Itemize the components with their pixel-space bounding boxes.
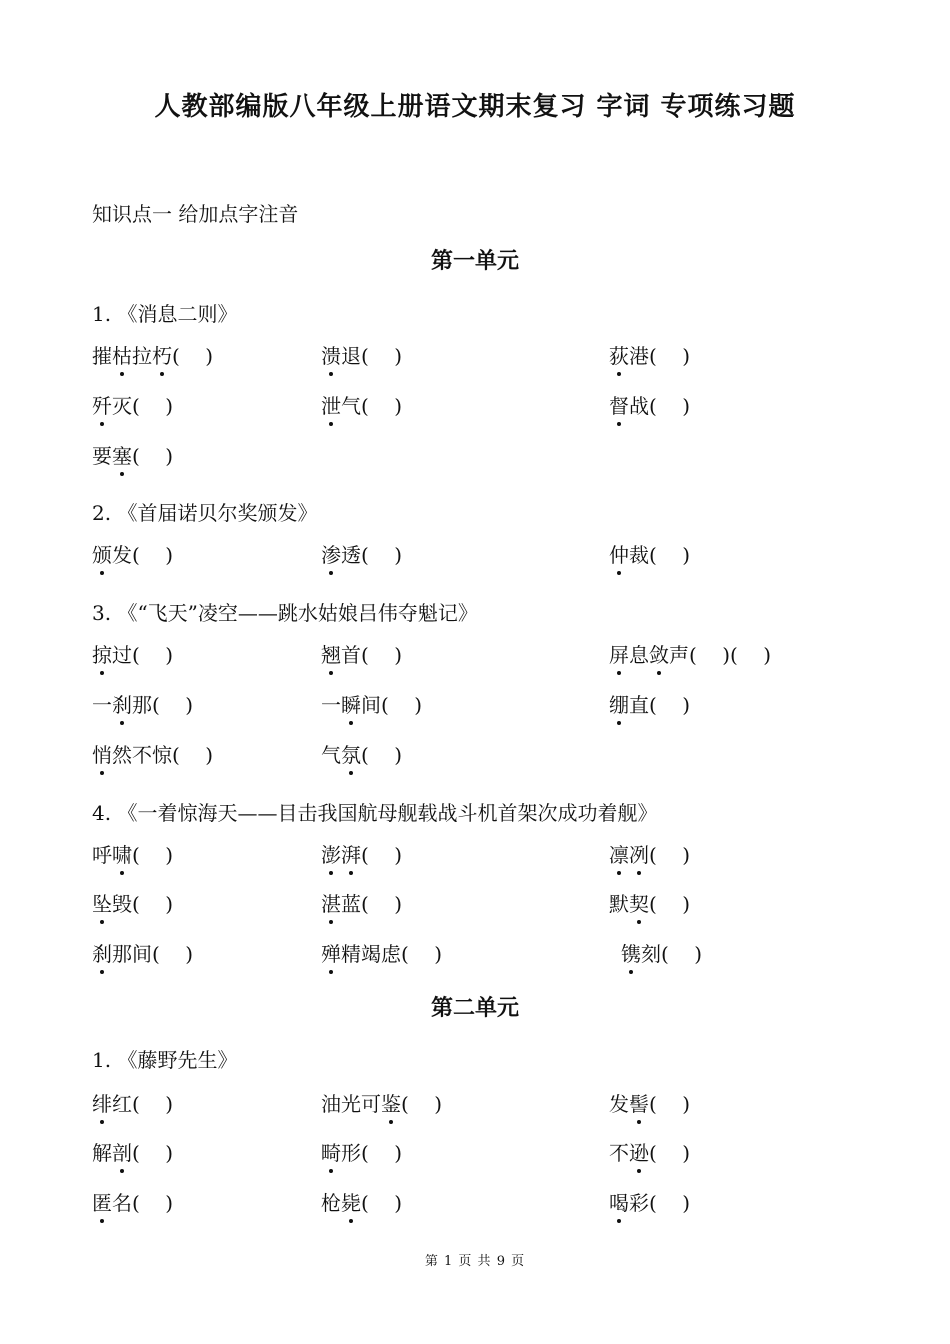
dotted-character: 屏 (609, 639, 629, 668)
pinyin-blank[interactable]: ( ) (361, 344, 403, 368)
lesson-title: 3. 《“飞天”凌空——跳水姑娘吕伟夺魁记》 (92, 601, 478, 625)
unit-heading: 第二单元 (430, 996, 519, 1021)
exercise-row (0, 639, 950, 673)
word-item (321, 1137, 402, 1166)
exercise-row (0, 689, 950, 723)
word-item (321, 839, 402, 868)
word-item (92, 1088, 173, 1117)
word-text: 拉 (132, 344, 152, 368)
word-item (321, 689, 422, 718)
lesson-title: 1. 《消息二则》 (92, 302, 238, 326)
pinyin-blank[interactable]: ( ) (132, 543, 174, 567)
lesson-title: 1. 《藤野先生》 (92, 1048, 238, 1072)
dotted-character: 啸 (112, 839, 132, 868)
word-text: 蓝 (341, 892, 361, 916)
unit-heading: 第一单元 (430, 249, 519, 274)
dotted-character: 刹 (112, 689, 132, 718)
word-text: 毁 (112, 892, 132, 916)
dotted-character: 冽 (629, 839, 649, 868)
dotted-character: 绯 (92, 1088, 112, 1117)
dotted-character: 刹 (92, 938, 112, 967)
dotted-character: 凛 (609, 839, 629, 868)
dotted-character: 湛 (321, 888, 341, 917)
pinyin-blank[interactable]: ( ) (132, 892, 174, 916)
word-text: 刻 (641, 942, 661, 966)
word-text: 透 (341, 543, 361, 567)
word-item (92, 888, 173, 917)
pinyin-blank[interactable]: ( ) (132, 843, 174, 867)
page-footer: 第 1 页 共 9 页 (424, 1254, 526, 1269)
pinyin-blank[interactable]: ( ) (172, 344, 214, 368)
word-item (609, 1187, 690, 1216)
word-text: 油光可 (321, 1092, 381, 1116)
pinyin-blank[interactable]: ( ) (152, 942, 194, 966)
word-text: 直 (629, 693, 649, 717)
word-text: 港 (629, 344, 649, 368)
word-item (92, 689, 193, 718)
word-text: 要 (92, 444, 112, 468)
word-text: 气 (341, 394, 361, 418)
word-item (92, 1137, 173, 1166)
pinyin-blank[interactable]: ( ) (132, 1191, 174, 1215)
pinyin-blank[interactable]: ( ) (132, 444, 174, 468)
pinyin-blank[interactable]: ( ) (401, 1092, 443, 1116)
word-item (92, 390, 173, 419)
pinyin-blank[interactable]: ( ) (649, 892, 691, 916)
dotted-character: 髻 (629, 1088, 649, 1117)
word-text: 声 (669, 643, 689, 667)
dotted-character: 镌 (621, 938, 641, 967)
exercise-row (0, 340, 950, 374)
word-item (92, 340, 213, 369)
lesson-title: 2. 《首届诺贝尔奖颁发》 (92, 501, 318, 525)
pinyin-blank[interactable]: ( ) (152, 693, 194, 717)
pinyin-blank[interactable]: ( ) (172, 743, 214, 767)
exercise-row (0, 739, 950, 773)
dotted-character: 毙 (341, 1187, 361, 1216)
pinyin-blank[interactable]: ( ) (661, 942, 703, 966)
exercise-row (0, 390, 950, 424)
word-text: 摧 (92, 344, 112, 368)
dotted-character: 翘 (321, 639, 341, 668)
pinyin-blank[interactable]: ( ) (361, 543, 403, 567)
word-item (321, 739, 402, 768)
word-item (92, 539, 173, 568)
pinyin-blank[interactable]: ( ) (649, 1141, 691, 1165)
dotted-character: 殚 (321, 938, 341, 967)
word-item (92, 839, 173, 868)
dotted-character: 剖 (112, 1137, 132, 1166)
dotted-character: 鉴 (381, 1088, 401, 1117)
word-text: 不 (609, 1141, 629, 1165)
word-item (321, 390, 402, 419)
dotted-character: 敛 (649, 639, 669, 668)
pinyin-blank[interactable]: ( ) (361, 843, 403, 867)
page-title: 人教部编版八年级上册语文期末复习 字词 专项练习题 (154, 92, 796, 122)
pinyin-blank[interactable]: ( ) (649, 394, 691, 418)
word-item (92, 938, 193, 967)
word-text: 过 (112, 643, 132, 667)
exercise-row (0, 1088, 950, 1122)
word-text: 形 (341, 1141, 361, 1165)
word-text: 间 (361, 693, 381, 717)
word-text: 一 (92, 693, 112, 717)
word-item (609, 1137, 690, 1166)
word-text: 发 (609, 1092, 629, 1116)
dotted-character: 喝 (609, 1187, 629, 1216)
word-text: 彩 (629, 1191, 649, 1215)
exercise-row (0, 888, 950, 922)
word-item (92, 639, 173, 668)
word-item (609, 390, 690, 419)
pinyin-blank[interactable]: ( ) (361, 643, 403, 667)
dotted-character: 歼 (92, 390, 112, 419)
word-item (321, 938, 442, 967)
pinyin-blank[interactable]: ( ) (361, 394, 403, 418)
exercise-row (0, 839, 950, 873)
word-item (621, 938, 702, 967)
pinyin-blank[interactable]: ( ) (649, 1191, 691, 1215)
pinyin-blank[interactable]: ( ) (649, 843, 691, 867)
dotted-character: 溃 (321, 340, 341, 369)
word-item (92, 440, 173, 469)
lesson-title: 4. 《一着惊海天——目击我国航母舰载战斗机首架次成功着舰》 (92, 801, 658, 825)
exercise-row (0, 539, 950, 573)
word-text: 解 (92, 1141, 112, 1165)
word-item (321, 539, 402, 568)
word-item (321, 1187, 402, 1216)
dotted-character: 渗 (321, 539, 341, 568)
dotted-character: 掠 (92, 639, 112, 668)
pinyin-blank[interactable]: ( ) (132, 643, 174, 667)
word-text: 裁 (629, 543, 649, 567)
dotted-character: 颁 (92, 539, 112, 568)
pinyin-blank[interactable]: ( ) (132, 1092, 174, 1116)
word-item (609, 340, 690, 369)
dotted-character: 澎 (321, 839, 341, 868)
word-item (321, 340, 402, 369)
pinyin-blank[interactable]: ( ) (649, 344, 691, 368)
dotted-character: 瞬 (341, 689, 361, 718)
dotted-character: 逊 (629, 1137, 649, 1166)
dotted-character: 督 (609, 390, 629, 419)
word-text: 退 (341, 344, 361, 368)
word-item (321, 888, 402, 917)
pinyin-blank[interactable]: ( ) (132, 1141, 174, 1165)
word-text: 那间 (112, 942, 152, 966)
dotted-character: 湃 (341, 839, 361, 868)
exercise-row (0, 1187, 950, 1221)
word-item (609, 888, 690, 917)
pinyin-blank[interactable]: ( ) (401, 942, 443, 966)
word-text: 灭 (112, 394, 132, 418)
word-text: 息 (629, 643, 649, 667)
dotted-character: 契 (629, 888, 649, 917)
pinyin-blank[interactable]: ( ) (132, 394, 174, 418)
word-text: 名 (112, 1191, 132, 1215)
exercise-row (0, 938, 950, 972)
word-item (321, 1088, 442, 1117)
word-text: 枪 (321, 1191, 341, 1215)
word-item (609, 639, 771, 668)
word-item (321, 639, 402, 668)
word-item (92, 1187, 173, 1216)
word-text: 气 (321, 743, 341, 767)
word-text: 默 (609, 892, 629, 916)
pinyin-blank[interactable]: ( ) (649, 1092, 691, 1116)
word-text: 呼 (92, 843, 112, 867)
pinyin-blank[interactable]: ( ) (361, 743, 403, 767)
word-item (609, 839, 690, 868)
word-item (609, 689, 690, 718)
word-item (609, 1088, 690, 1117)
exercise-row (0, 440, 950, 474)
word-text: 红 (112, 1092, 132, 1116)
word-text: 然不惊 (112, 743, 172, 767)
word-text: 那 (132, 693, 152, 717)
pinyin-blank[interactable]: ( ) (361, 1141, 403, 1165)
dotted-character: 朽 (152, 340, 172, 369)
dotted-character: 枯 (112, 340, 132, 369)
dotted-character: 塞 (112, 440, 132, 469)
dotted-character: 泄 (321, 390, 341, 419)
pinyin-blank[interactable]: ( ) (381, 693, 423, 717)
pinyin-blank[interactable]: ( ) (361, 892, 403, 916)
word-text: 战 (629, 394, 649, 418)
pinyin-blank[interactable]: ( )( ) (689, 643, 772, 667)
dotted-character: 畸 (321, 1137, 341, 1166)
dotted-character: 匿 (92, 1187, 112, 1216)
word-text: 一 (321, 693, 341, 717)
pinyin-blank[interactable]: ( ) (361, 1191, 403, 1215)
dotted-character: 绷 (609, 689, 629, 718)
word-text: 精竭虑 (341, 942, 401, 966)
exercise-row (0, 1137, 950, 1171)
dotted-character: 氛 (341, 739, 361, 768)
dotted-character: 坠 (92, 888, 112, 917)
word-item (92, 739, 213, 768)
dotted-character: 荻 (609, 340, 629, 369)
knowledge-point-heading: 知识点一 给加点字注音 (92, 202, 299, 226)
word-item (609, 539, 690, 568)
dotted-character: 悄 (92, 739, 112, 768)
pinyin-blank[interactable]: ( ) (649, 543, 691, 567)
word-text: 发 (112, 543, 132, 567)
dotted-character: 仲 (609, 539, 629, 568)
word-text: 首 (341, 643, 361, 667)
pinyin-blank[interactable]: ( ) (649, 693, 691, 717)
